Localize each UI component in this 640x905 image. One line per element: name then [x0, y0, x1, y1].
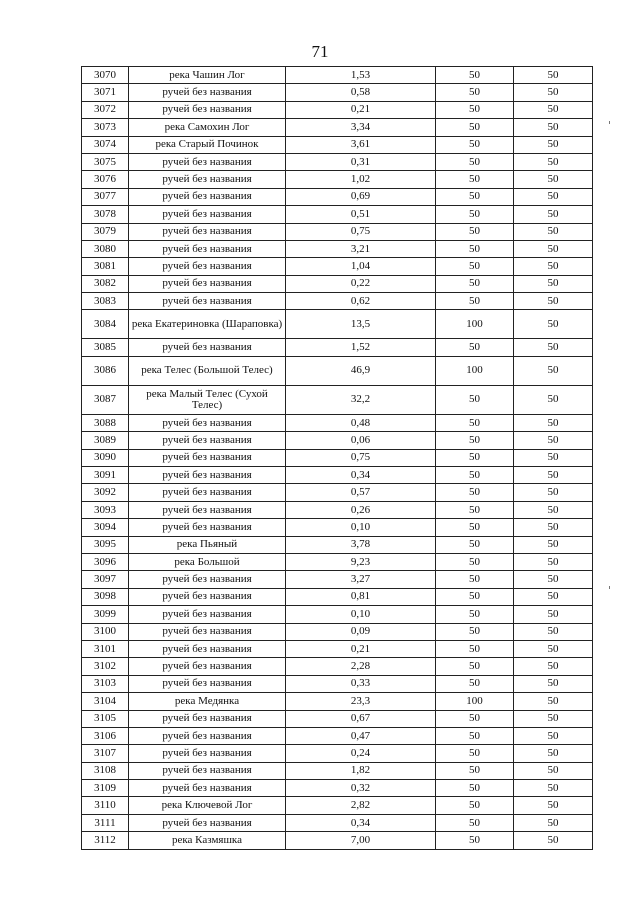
water-body-name-cell: ручей без названия [129, 258, 286, 275]
water-body-name-cell: ручей без названия [129, 467, 286, 484]
water-bodies-table [81, 66, 593, 850]
table-row [82, 223, 593, 240]
row-number-cell: 3095 [82, 536, 129, 553]
length-km-cell: 0,22 [286, 275, 436, 292]
table-row [82, 484, 593, 501]
belt-width-cell: 50 [514, 745, 593, 762]
water-body-name-cell: ручей без названия [129, 153, 286, 170]
length-km-cell: 0,32 [286, 780, 436, 797]
water-body-name-cell: ручей без названия [129, 484, 286, 501]
belt-width-cell: 50 [514, 67, 593, 84]
length-km-cell: 0,75 [286, 223, 436, 240]
water-body-name-cell: ручей без названия [129, 188, 286, 205]
length-km-cell: 2,82 [286, 797, 436, 814]
row-number-cell: 3086 [82, 356, 129, 385]
zone-width-cell: 50 [436, 640, 514, 657]
length-km-cell: 0,51 [286, 206, 436, 223]
length-km-cell: 0,67 [286, 710, 436, 727]
row-number-cell: 3101 [82, 640, 129, 657]
row-number-cell: 3107 [82, 745, 129, 762]
water-body-name-cell: ручей без названия [129, 606, 286, 623]
water-body-name-cell: ручей без названия [129, 240, 286, 257]
belt-width-cell: 50 [514, 206, 593, 223]
zone-width-cell: 50 [436, 188, 514, 205]
table-row [82, 623, 593, 640]
belt-width-cell: 50 [514, 623, 593, 640]
row-number-cell: 3075 [82, 153, 129, 170]
table-row [82, 240, 593, 257]
belt-width-cell: 50 [514, 832, 593, 849]
length-km-cell: 23,3 [286, 693, 436, 710]
row-number-cell: 3079 [82, 223, 129, 240]
table-row [82, 780, 593, 797]
row-number-cell: 3092 [82, 484, 129, 501]
water-body-name-cell: ручей без названия [129, 206, 286, 223]
water-body-name-cell: ручей без названия [129, 727, 286, 744]
belt-width-cell: 50 [514, 727, 593, 744]
length-km-cell: 7,00 [286, 832, 436, 849]
zone-width-cell: 50 [436, 293, 514, 310]
water-body-name-cell: ручей без названия [129, 571, 286, 588]
water-body-name-cell: ручей без названия [129, 710, 286, 727]
row-number-cell: 3085 [82, 339, 129, 356]
row-number-cell: 3104 [82, 693, 129, 710]
belt-width-cell: 50 [514, 223, 593, 240]
length-km-cell: 3,78 [286, 536, 436, 553]
belt-width-cell: 50 [514, 501, 593, 518]
water-body-name-cell: ручей без названия [129, 519, 286, 536]
water-body-name-cell: ручей без названия [129, 762, 286, 779]
water-body-name-cell: ручей без названия [129, 588, 286, 605]
water-body-name-cell: ручей без названия [129, 745, 286, 762]
length-km-cell: 1,04 [286, 258, 436, 275]
zone-width-cell: 50 [436, 745, 514, 762]
table-row [82, 449, 593, 466]
belt-width-cell: 50 [514, 153, 593, 170]
table-row [82, 414, 593, 431]
length-km-cell: 0,48 [286, 414, 436, 431]
table-row [82, 356, 593, 385]
page-number: 71 [311, 42, 329, 61]
belt-width-cell: 50 [514, 119, 593, 136]
row-number-cell: 3109 [82, 780, 129, 797]
zone-width-cell: 50 [436, 275, 514, 292]
table-row [82, 275, 593, 292]
table-row [82, 519, 593, 536]
table-row [82, 339, 593, 356]
length-km-cell: 3,27 [286, 571, 436, 588]
zone-width-cell: 50 [436, 780, 514, 797]
length-km-cell: 32,2 [286, 385, 436, 414]
length-km-cell: 0,26 [286, 501, 436, 518]
table-row [82, 797, 593, 814]
length-km-cell: 0,24 [286, 745, 436, 762]
water-body-name-cell: ручей без названия [129, 449, 286, 466]
zone-width-cell: 50 [436, 623, 514, 640]
belt-width-cell: 50 [514, 571, 593, 588]
table-row [82, 727, 593, 744]
zone-width-cell: 50 [436, 258, 514, 275]
belt-width-cell: 50 [514, 258, 593, 275]
water-body-name-cell: ручей без названия [129, 223, 286, 240]
length-km-cell: 1,52 [286, 339, 436, 356]
length-km-cell: 0,62 [286, 293, 436, 310]
table-row [82, 693, 593, 710]
belt-width-cell: 50 [514, 606, 593, 623]
row-number-cell: 3090 [82, 449, 129, 466]
zone-width-cell: 50 [436, 832, 514, 849]
table-body [82, 67, 593, 850]
table-row [82, 101, 593, 118]
water-body-name-cell: река Старый Починок [129, 136, 286, 153]
table-row [82, 153, 593, 170]
water-body-name-cell: река Малый Телес (Сухой Телес) [129, 385, 286, 414]
table-row [82, 84, 593, 101]
water-body-name-cell: река Самохин Лог [129, 119, 286, 136]
length-km-cell: 2,28 [286, 658, 436, 675]
water-body-name-cell: ручей без названия [129, 101, 286, 118]
zone-width-cell: 50 [436, 571, 514, 588]
table-row [82, 171, 593, 188]
zone-width-cell: 50 [436, 119, 514, 136]
belt-width-cell: 50 [514, 693, 593, 710]
row-number-cell: 3077 [82, 188, 129, 205]
row-number-cell: 3072 [82, 101, 129, 118]
table-row [82, 119, 593, 136]
zone-width-cell: 100 [436, 310, 514, 339]
belt-width-cell: 50 [514, 710, 593, 727]
belt-width-cell: 50 [514, 484, 593, 501]
length-km-cell: 0,10 [286, 606, 436, 623]
row-number-cell: 3106 [82, 727, 129, 744]
water-body-name-cell: река Чашин Лог [129, 67, 286, 84]
zone-width-cell: 50 [436, 67, 514, 84]
length-km-cell: 0,21 [286, 101, 436, 118]
belt-width-cell: 50 [514, 762, 593, 779]
table-row [82, 814, 593, 831]
table-row [82, 588, 593, 605]
table-row [82, 553, 593, 570]
belt-width-cell: 50 [514, 240, 593, 257]
table-row [82, 710, 593, 727]
row-number-cell: 3070 [82, 67, 129, 84]
zone-width-cell: 50 [436, 240, 514, 257]
length-km-cell: 0,34 [286, 814, 436, 831]
length-km-cell: 3,34 [286, 119, 436, 136]
belt-width-cell: 50 [514, 467, 593, 484]
row-number-cell: 3099 [82, 606, 129, 623]
belt-width-cell: 50 [514, 432, 593, 449]
row-number-cell: 3102 [82, 658, 129, 675]
length-km-cell: 0,06 [286, 432, 436, 449]
water-body-name-cell: ручей без названия [129, 623, 286, 640]
zone-width-cell: 50 [436, 449, 514, 466]
zone-width-cell: 50 [436, 223, 514, 240]
water-body-name-cell: ручей без названия [129, 501, 286, 518]
zone-width-cell: 50 [436, 432, 514, 449]
water-body-name-cell: ручей без названия [129, 275, 286, 292]
row-number-cell: 3084 [82, 310, 129, 339]
belt-width-cell: 50 [514, 675, 593, 692]
zone-width-cell: 100 [436, 356, 514, 385]
belt-width-cell: 50 [514, 188, 593, 205]
zone-width-cell: 50 [436, 501, 514, 518]
row-number-cell: 3091 [82, 467, 129, 484]
row-number-cell: 3089 [82, 432, 129, 449]
water-body-name-cell: ручей без названия [129, 171, 286, 188]
length-km-cell: 0,31 [286, 153, 436, 170]
length-km-cell: 9,23 [286, 553, 436, 570]
length-km-cell: 0,34 [286, 467, 436, 484]
row-number-cell: 3076 [82, 171, 129, 188]
row-number-cell: 3094 [82, 519, 129, 536]
length-km-cell: 1,53 [286, 67, 436, 84]
zone-width-cell: 50 [436, 797, 514, 814]
belt-width-cell: 50 [514, 797, 593, 814]
table-row [82, 606, 593, 623]
belt-width-cell: 50 [514, 658, 593, 675]
length-km-cell: 0,21 [286, 640, 436, 657]
table-row [82, 501, 593, 518]
row-number-cell: 3111 [82, 814, 129, 831]
table-row [82, 658, 593, 675]
table-row [82, 832, 593, 849]
zone-width-cell: 50 [436, 519, 514, 536]
zone-width-cell: 50 [436, 536, 514, 553]
belt-width-cell: 50 [514, 449, 593, 466]
belt-width-cell: 50 [514, 780, 593, 797]
water-body-name-cell: ручей без названия [129, 84, 286, 101]
row-number-cell: 3082 [82, 275, 129, 292]
edge-mark [609, 121, 610, 124]
length-km-cell: 0,09 [286, 623, 436, 640]
zone-width-cell: 50 [436, 814, 514, 831]
row-number-cell: 3105 [82, 710, 129, 727]
water-body-name-cell: ручей без названия [129, 640, 286, 657]
zone-width-cell: 50 [436, 414, 514, 431]
length-km-cell: 0,33 [286, 675, 436, 692]
zone-width-cell: 50 [436, 206, 514, 223]
zone-width-cell: 50 [436, 762, 514, 779]
zone-width-cell: 50 [436, 84, 514, 101]
water-body-name-cell: ручей без названия [129, 339, 286, 356]
row-number-cell: 3098 [82, 588, 129, 605]
belt-width-cell: 50 [514, 339, 593, 356]
table-row [82, 432, 593, 449]
belt-width-cell: 50 [514, 588, 593, 605]
table-row [82, 136, 593, 153]
edge-mark [609, 586, 610, 589]
zone-width-cell: 50 [436, 553, 514, 570]
zone-width-cell: 50 [436, 588, 514, 605]
belt-width-cell: 50 [514, 171, 593, 188]
zone-width-cell: 50 [436, 171, 514, 188]
zone-width-cell: 50 [436, 606, 514, 623]
belt-width-cell: 50 [514, 275, 593, 292]
length-km-cell: 0,10 [286, 519, 436, 536]
belt-width-cell: 50 [514, 310, 593, 339]
water-body-name-cell: река Екатериновка (Шараповка) [129, 310, 286, 339]
water-body-name-cell: ручей без названия [129, 293, 286, 310]
row-number-cell: 3073 [82, 119, 129, 136]
zone-width-cell: 100 [436, 693, 514, 710]
zone-width-cell: 50 [436, 385, 514, 414]
length-km-cell: 0,69 [286, 188, 436, 205]
length-km-cell: 1,02 [286, 171, 436, 188]
table-row [82, 675, 593, 692]
length-km-cell: 46,9 [286, 356, 436, 385]
water-body-name-cell: ручей без названия [129, 780, 286, 797]
table-row [82, 310, 593, 339]
zone-width-cell: 50 [436, 101, 514, 118]
table-row [82, 206, 593, 223]
belt-width-cell: 50 [514, 640, 593, 657]
row-number-cell: 3093 [82, 501, 129, 518]
row-number-cell: 3112 [82, 832, 129, 849]
table-row [82, 571, 593, 588]
table-row [82, 385, 593, 414]
table-row [82, 762, 593, 779]
row-number-cell: 3110 [82, 797, 129, 814]
length-km-cell: 1,82 [286, 762, 436, 779]
row-number-cell: 3074 [82, 136, 129, 153]
length-km-cell: 3,61 [286, 136, 436, 153]
belt-width-cell: 50 [514, 414, 593, 431]
belt-width-cell: 50 [514, 814, 593, 831]
belt-width-cell: 50 [514, 385, 593, 414]
table-row [82, 67, 593, 84]
row-number-cell: 3097 [82, 571, 129, 588]
belt-width-cell: 50 [514, 356, 593, 385]
table-row [82, 745, 593, 762]
row-number-cell: 3108 [82, 762, 129, 779]
belt-width-cell: 50 [514, 519, 593, 536]
row-number-cell: 3088 [82, 414, 129, 431]
table-row [82, 467, 593, 484]
length-km-cell: 13,5 [286, 310, 436, 339]
row-number-cell: 3083 [82, 293, 129, 310]
belt-width-cell: 50 [514, 136, 593, 153]
table-row [82, 536, 593, 553]
belt-width-cell: 50 [514, 553, 593, 570]
table-row [82, 640, 593, 657]
water-body-name-cell: ручей без названия [129, 675, 286, 692]
water-body-name-cell: река Ключевой Лог [129, 797, 286, 814]
zone-width-cell: 50 [436, 153, 514, 170]
zone-width-cell: 50 [436, 136, 514, 153]
row-number-cell: 3081 [82, 258, 129, 275]
water-body-name-cell: ручей без названия [129, 432, 286, 449]
zone-width-cell: 50 [436, 658, 514, 675]
row-number-cell: 3078 [82, 206, 129, 223]
length-km-cell: 3,21 [286, 240, 436, 257]
length-km-cell: 0,47 [286, 727, 436, 744]
row-number-cell: 3096 [82, 553, 129, 570]
belt-width-cell: 50 [514, 101, 593, 118]
water-body-name-cell: река Большой [129, 553, 286, 570]
water-body-name-cell: река Казмяшка [129, 832, 286, 849]
zone-width-cell: 50 [436, 339, 514, 356]
water-body-name-cell: река Медянка [129, 693, 286, 710]
zone-width-cell: 50 [436, 484, 514, 501]
water-body-name-cell: ручей без названия [129, 414, 286, 431]
row-number-cell: 3100 [82, 623, 129, 640]
row-number-cell: 3080 [82, 240, 129, 257]
zone-width-cell: 50 [436, 727, 514, 744]
water-body-name-cell: река Телес (Большой Телес) [129, 356, 286, 385]
belt-width-cell: 50 [514, 293, 593, 310]
length-km-cell: 0,57 [286, 484, 436, 501]
zone-width-cell: 50 [436, 467, 514, 484]
table-row [82, 188, 593, 205]
length-km-cell: 0,75 [286, 449, 436, 466]
water-body-name-cell: ручей без названия [129, 814, 286, 831]
zone-width-cell: 50 [436, 710, 514, 727]
zone-width-cell: 50 [436, 675, 514, 692]
belt-width-cell: 50 [514, 536, 593, 553]
water-body-name-cell: ручей без названия [129, 658, 286, 675]
table-row [82, 293, 593, 310]
length-km-cell: 0,58 [286, 84, 436, 101]
row-number-cell: 3071 [82, 84, 129, 101]
water-body-name-cell: река Пьяный [129, 536, 286, 553]
row-number-cell: 3087 [82, 385, 129, 414]
length-km-cell: 0,81 [286, 588, 436, 605]
row-number-cell: 3103 [82, 675, 129, 692]
table-row [82, 258, 593, 275]
belt-width-cell: 50 [514, 84, 593, 101]
